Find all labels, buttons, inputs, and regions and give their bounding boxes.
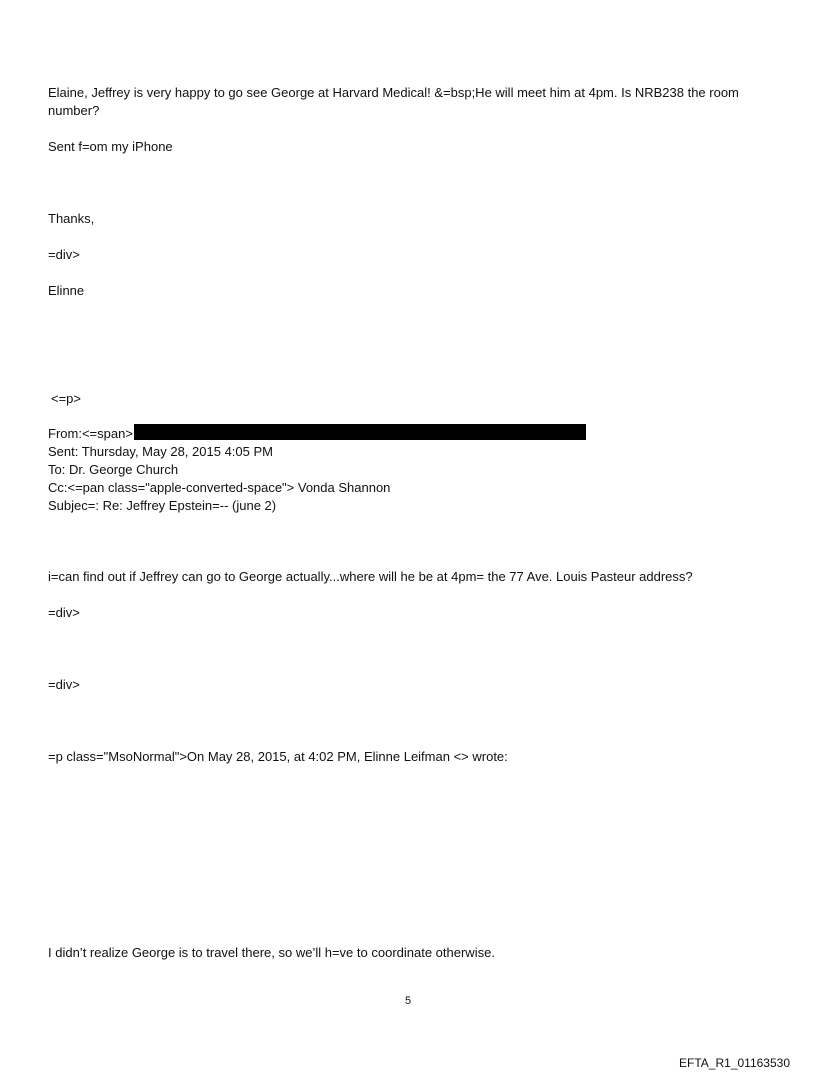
email-cc: Cc:<=pan class="apple-converted-space"> Vonda Shannon [48,480,391,495]
email-from: From:<=span> [48,426,133,441]
html-artifact-text: =div> [48,247,80,262]
email-sent: Sent: Thursday, May 28, 2015 4:05 PM [48,444,273,459]
message-paragraph: Elaine, Jeffrey is very happy to go see George at Harvard Medical! &=bsp;He will meet him at 4pm. Is NRB238 the room number? [48,85,739,118]
sender-name: Elinne [48,283,85,298]
message-paragraph: i=can find out if Jeffrey can go to George actually...where will he be at 4pm= the 77 Ave. Louis Pasteur address? [48,569,693,584]
email-to: To: Dr. George Church [48,462,179,477]
redaction-bar [134,424,586,440]
email-subject: Subjec=: Re: Jeffrey Epstein=-- (june 2) [48,498,277,513]
message-paragraph: Thanks, [48,211,95,226]
quoted-header: =p class="MsoNormal">On May 28, 2015, at 4:02 PM, Elinne Leifman <> wrote: [48,749,508,764]
html-artifact-text: =div> [48,605,80,620]
message-signature: Sent f=om my iPhone [48,139,173,154]
html-artifact-text: <=p> [51,391,82,406]
document-id: EFTA_R1_01163530 [679,1056,790,1070]
html-artifact-text: =div> [48,677,80,692]
message-paragraph: I didn’t realize George is to travel there, so we’ll h=ve to coordinate otherwise. [48,945,495,960]
page-number: 5 [404,995,412,1007]
